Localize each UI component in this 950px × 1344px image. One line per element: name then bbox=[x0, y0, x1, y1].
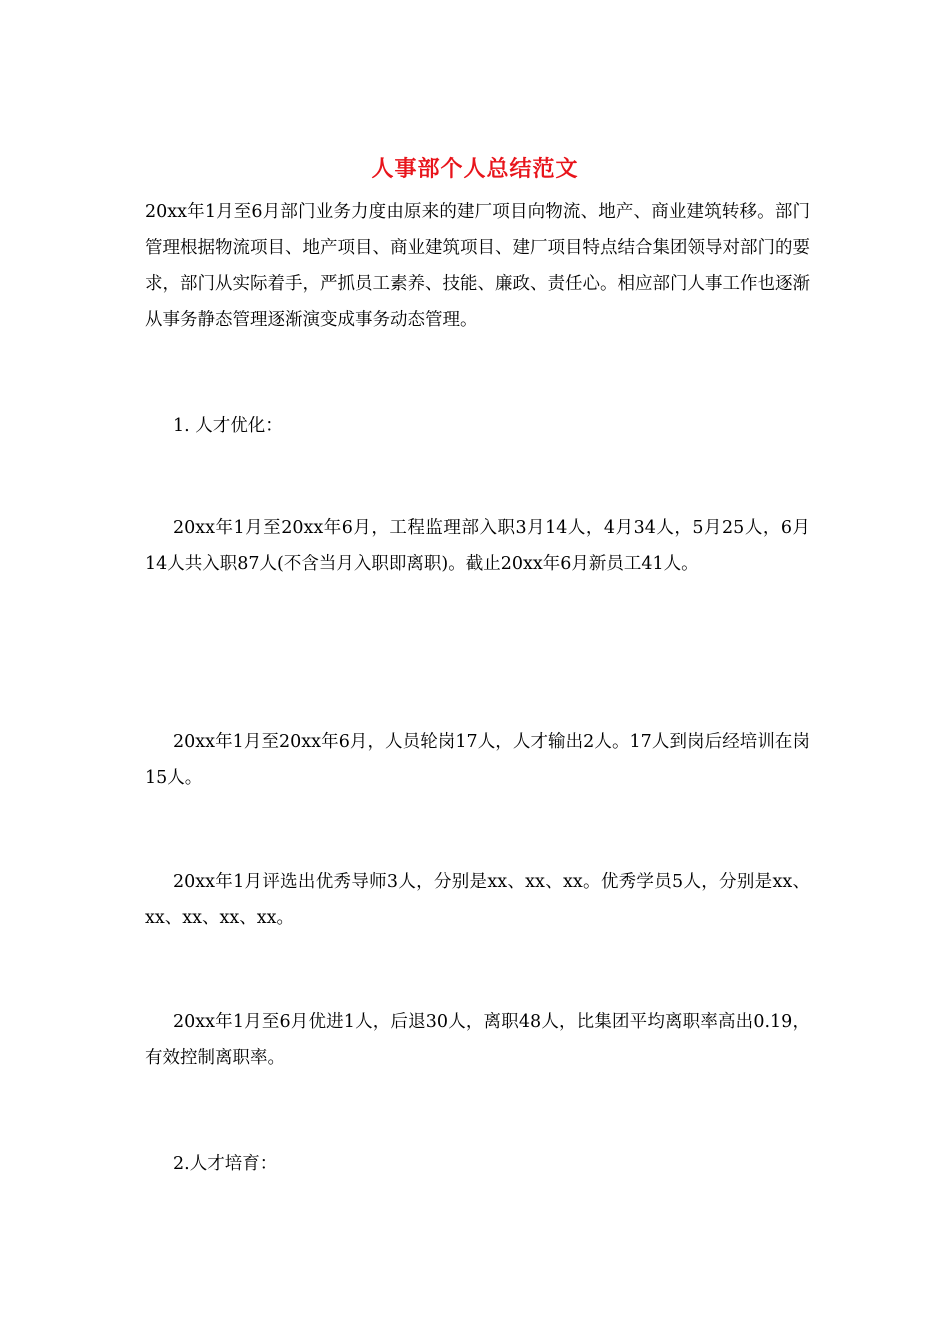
turnover-paragraph: 20xx年1月至6月优进1人，后退30人，离职48人，比集团平均离职率高出0.19，有效控制离职率。 bbox=[145, 1012, 810, 1068]
rotation-paragraph: 20xx年1月至20xx年6月，人员轮岗17人，人才输出2人。17人到岗后经培训在岗15人。 bbox=[145, 732, 810, 788]
awards-paragraph: 20xx年1月评选出优秀导师3人，分别是xx、xx、xx。优秀学员5人，分别是xx、xx、xx、xx、xx。 bbox=[145, 872, 810, 928]
document-title: 人事部个人总结范文 bbox=[371, 156, 579, 182]
section-heading-talent-optimization: 1. 人才优化： bbox=[173, 416, 283, 436]
intro-paragraph: 20xx年1月至6月部门业务力度由原来的建厂项目向物流、地产、商业建筑转移。部门管理根据物流项目、地产项目、商业建筑项目、建厂项目特点结合集团领导对部门的要求，部门从实际着手，严抓员工素养、技能、廉政、责任心。相应部门人事工作也逐渐从事务静态管理逐渐演变成事务动态管理。 bbox=[145, 202, 810, 330]
section-heading-talent-cultivation: 2.人才培育： bbox=[173, 1154, 278, 1174]
hiring-paragraph: 20xx年1月至20xx年6月，工程监理部入职3月14人，4月34人，5月25人，6月14人共入职87人(不含当月入职即离职)。截止20xx年6月新员工41人。 bbox=[145, 518, 810, 574]
